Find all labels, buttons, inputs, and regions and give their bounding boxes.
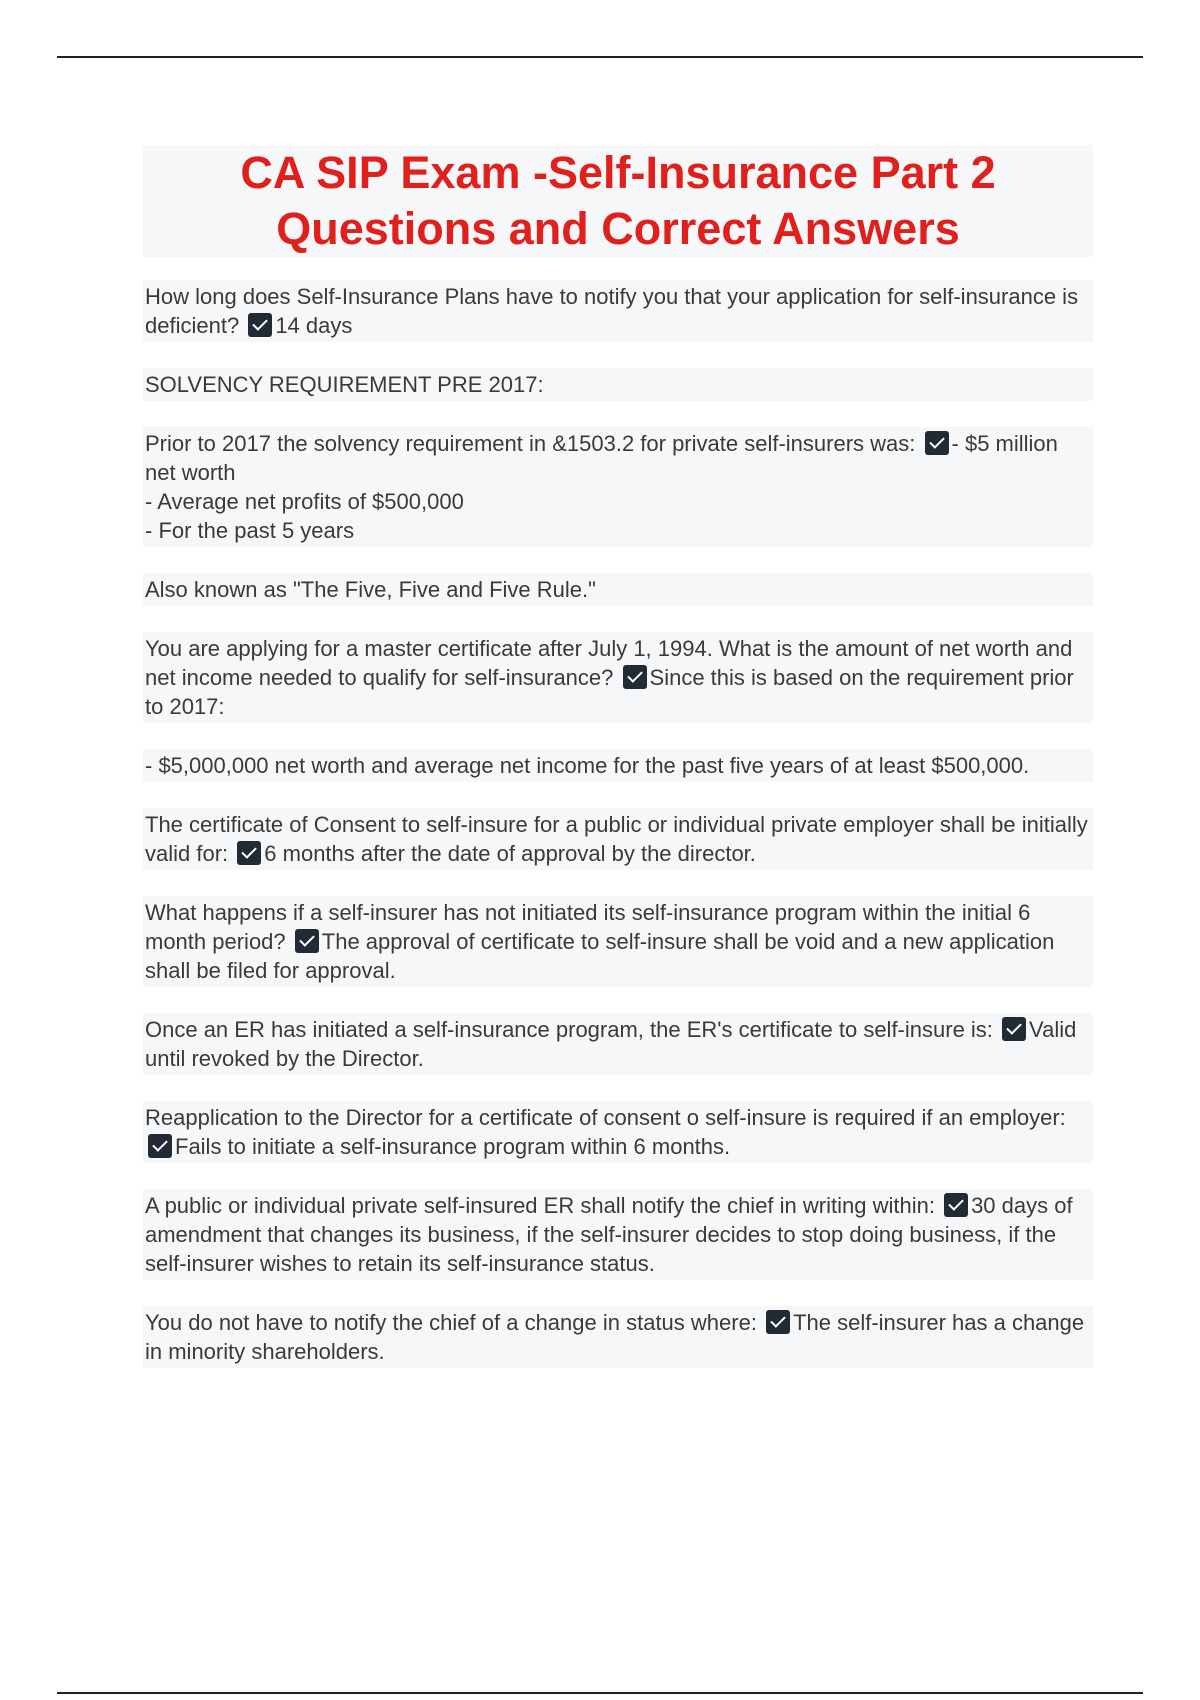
question-text: You do not have to notify the chief of a change in status where: <box>145 1310 757 1335</box>
answer-text: Valid until revoked by the Director. <box>145 1017 1077 1071</box>
note <box>143 749 1093 782</box>
checkmark-icon <box>944 1193 968 1217</box>
answer-text: Since this is based on the requirement prior to 2017: <box>145 665 1074 719</box>
qa-item <box>143 1101 1093 1163</box>
answer-line: - Average net profits of $500,000 <box>145 489 464 514</box>
note <box>143 573 1093 606</box>
question-text: What happens if a self-insurer has not initiated its self-insurance program within the initial 6 month period? <box>145 900 1031 954</box>
section-heading <box>143 368 1093 401</box>
answer-text: 6 months after the date of approval by the director. <box>264 841 756 866</box>
checkmark-icon <box>623 665 647 689</box>
section-heading-text: SOLVENCY REQUIREMENT PRE 2017: <box>145 372 544 397</box>
qa-item <box>143 808 1093 870</box>
question-text: You are applying for a master certificate after July 1, 1994. What is the amount of net worth and net income needed to qualify for self-insurance? <box>145 636 1073 690</box>
qa-item <box>143 427 1093 547</box>
answer-text: 14 days <box>275 313 353 338</box>
qa-item <box>143 1189 1093 1280</box>
answer-text: Fails to initiate a self-insurance program within 6 months. <box>175 1134 731 1159</box>
document-title: CA SIP Exam -Self-Insurance Part 2 Questions and Correct Answers <box>240 147 996 254</box>
top-rule <box>57 56 1143 58</box>
checkmark-icon <box>925 431 949 455</box>
answer-text: The approval of certificate to self-insure shall be void and a new application shall be filed for approval. <box>145 929 1055 983</box>
checkmark-icon <box>148 1134 172 1158</box>
answer-line: - For the past 5 years <box>145 518 355 543</box>
checkmark-icon <box>295 929 319 953</box>
checkmark-icon <box>237 841 261 865</box>
question-text: How long does Self-Insurance Plans have to notify you that your application for self-insurance is deficient? <box>145 284 1079 338</box>
bottom-rule <box>57 1692 1143 1694</box>
qa-list <box>143 280 1093 1394</box>
question-text: The certificate of Consent to self-insure for a public or individual private employer shall be initially valid for: <box>145 812 1088 866</box>
note-text: - $5,000,000 net worth and average net income for the past five years of at least $500,000. <box>145 753 1030 778</box>
answer-text: - $5 million net worth <box>145 431 1058 485</box>
question-text: Reapplication to the Director for a certificate of consent o self-insure is required if an employer: <box>145 1105 1066 1130</box>
answer-text: The self-insurer has a change in minority shareholders. <box>145 1310 1085 1364</box>
qa-item <box>143 280 1093 342</box>
question-text: Once an ER has initiated a self-insurance program, the ER's certificate to self-insure is: <box>145 1017 993 1042</box>
qa-item <box>143 1306 1093 1368</box>
question-text: A public or individual private self-insured ER shall notify the chief in writing within: <box>145 1193 935 1218</box>
checkmark-icon <box>766 1310 790 1334</box>
note-text: Also known as "The Five, Five and Five Rule." <box>145 577 596 602</box>
checkmark-icon <box>248 313 272 337</box>
checkmark-icon <box>1002 1017 1026 1041</box>
qa-item <box>143 896 1093 987</box>
title-box <box>143 145 1093 257</box>
question-text: Prior to 2017 the solvency requirement in &1503.2 for private self-insurers was: <box>145 431 916 456</box>
qa-item <box>143 1013 1093 1075</box>
answer-text: 30 days of amendment that changes its business, if the self-insurer decides to stop doing business, if the self-insurer wishes to retain its self-insurance status. <box>145 1193 1073 1276</box>
qa-item <box>143 632 1093 723</box>
